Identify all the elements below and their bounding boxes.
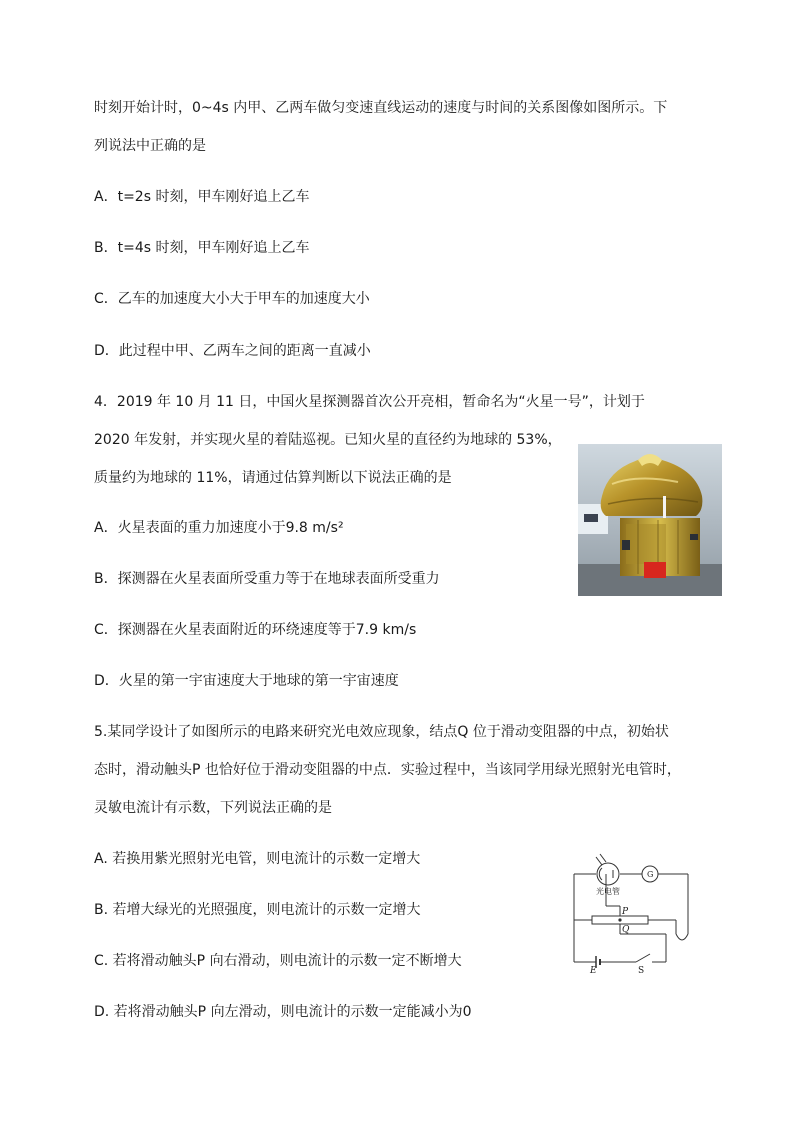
mars-probe-illustration	[578, 444, 722, 596]
phototube-cathode	[599, 868, 602, 880]
q3-stem-line2: 列说法中正确的是	[94, 138, 206, 154]
q4-stem-line1: 4．2019 年 10 月 11 日，中国火星探测器首次公开亮相，暂命名为“火星一号”，计划于	[94, 394, 645, 410]
q4-option-c: C．探测器在火星表面附近的环绕速度等于7.9 km/s	[94, 622, 417, 638]
q5-option-d: D. 若将滑动触头P 向左滑动，则电流计的示数一定能减小为0	[94, 1004, 472, 1020]
q4-option-d: D．火星的第一宇宙速度大于地球的第一宇宙速度	[94, 673, 399, 689]
galvanometer-label: G	[647, 870, 654, 879]
q5-option-a: A. 若换用紫光照射光电管，则电流计的示数一定增大	[94, 851, 421, 867]
switch-blade	[636, 954, 650, 962]
q5-stem-line3: 灵敏电流计有示数，下列说法正确的是	[94, 800, 332, 816]
switch-label: S	[638, 966, 645, 974]
q5-option-c: C. 若将滑动触头P 向右滑动，则电流计的示数一定不断增大	[94, 953, 462, 969]
battery-label: E	[590, 966, 597, 974]
q5-option-b: B. 若增大绿光的光照强度，则电流计的示数一定增大	[94, 902, 421, 918]
q4-stem-line2: 2020 年发射，并实现火星的着陆巡视。已知火星的直径约为地球的 53%，	[94, 432, 562, 448]
q3-stem-line1: 时刻开始计时，0~4s 内甲、乙两车做匀变速直线运动的速度与时间的关系图像如图所示。下	[94, 100, 668, 116]
slider-label: P	[622, 907, 629, 917]
q3-option-c: C．乙车的加速度大小大于甲车的加速度大小	[94, 291, 370, 307]
tube-label: 光电管	[596, 887, 620, 896]
photoelectric-circuit-diagram	[566, 852, 694, 974]
q4-option-b: B．探测器在火星表面所受重力等于在地球表面所受重力	[94, 571, 440, 587]
phototube-symbol	[597, 863, 619, 885]
q3-option-d: D．此过程中甲、乙两车之间的距离一直减小	[94, 343, 371, 359]
q4-stem-line3: 质量约为地球的 11%，请通过估算判断以下说法正确的是	[94, 470, 452, 486]
q5-stem-line1: 5.某同学设计了如图所示的电路来研究光电效应现象，结点Q 位于滑动变阻器的中点，初始状	[94, 724, 669, 740]
q4-option-a: A．火星表面的重力加速度小于9.8 m/s²	[94, 520, 344, 536]
q5-stem-line2: 态时，滑动触头P 也恰好位于滑动变阻器的中点．实验过程中，当该同学用绿光照射光电管时，	[94, 762, 681, 778]
wire	[676, 934, 688, 940]
q3-option-a: A．t=2s 时刻，甲车刚好追上乙车	[94, 189, 310, 205]
junction-label: Q	[622, 925, 630, 935]
q3-option-b: B．t=4s 时刻，甲车刚好追上乙车	[94, 240, 310, 256]
light-ray	[600, 854, 606, 862]
light-ray	[596, 857, 602, 865]
junction-dot	[618, 918, 621, 921]
mars-probe-photo	[578, 444, 722, 596]
